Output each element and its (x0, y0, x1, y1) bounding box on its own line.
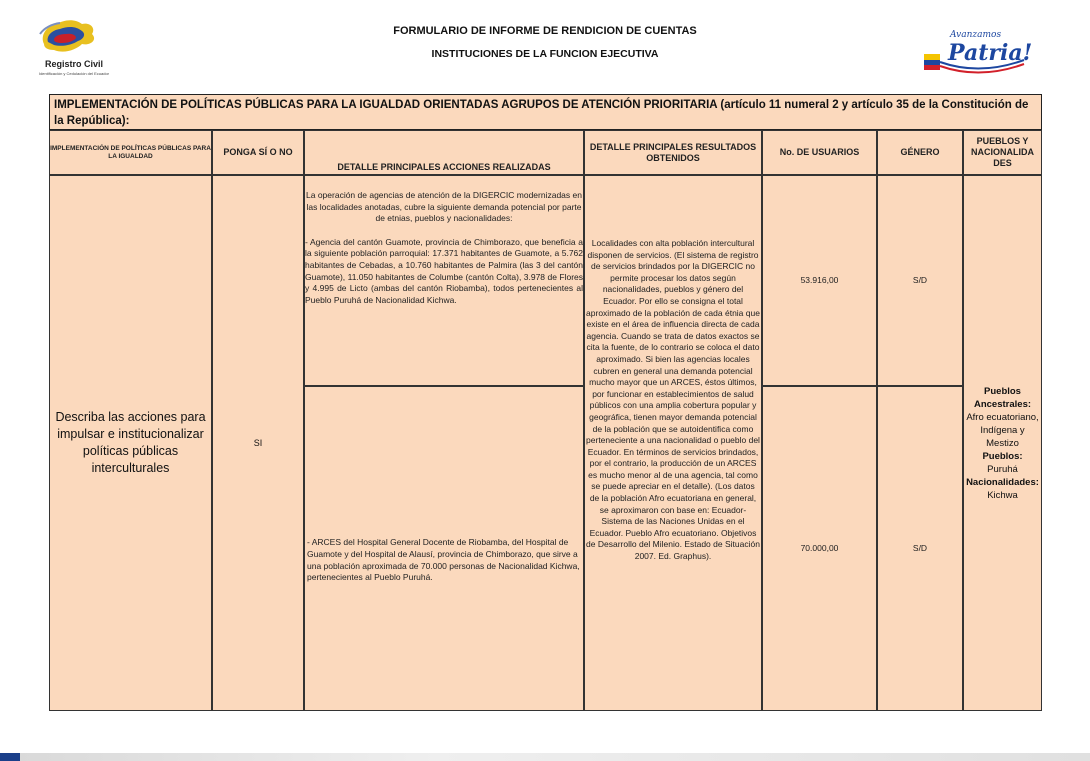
gender-cell-2 (877, 386, 963, 711)
avanzamos-text: Avanzamos (950, 30, 1002, 40)
action-1-intro: La operación de agencias de atención de la DIGERCIC modernizadas en las localidades anotadas, cubre la siguiente demanda potencial por parte de etnias, pueblos y nacionalidades: (306, 190, 582, 224)
patria-text: Patria! (948, 40, 1033, 66)
action-2-text: - ARCES del Hospital General Docente de Riobamba, del Hospital de Guamote y del Hospital de Alausí, provincia de Chimborazo, que sirve a una población aproximada de 70.000 personas de Nacionalidad Kichwa, pertenecientes al Pueblo Puruhá. (307, 537, 580, 583)
peoples-label-pueblos: Pueblos: (982, 450, 1023, 462)
answer-cell (212, 175, 304, 711)
registro-civil-name: Registro Civil (44, 59, 103, 69)
col-header-users: No. DE USUARIOS (762, 130, 877, 175)
avanzamos-patria-logo (920, 26, 1033, 84)
users-value-1: 53.916,00 (800, 274, 839, 285)
users-cell-2 (762, 386, 877, 711)
col-header-results: DETALLE PRINCIPALES RESULTADOS OBTENIDOS (584, 130, 762, 175)
peoples-cell (963, 175, 1042, 711)
answer-value: SI (253, 438, 263, 448)
footer-band (0, 753, 1090, 761)
policy-text: Describa las acciones para impulsar e institucionalizar políticas públicas interculturales (55, 410, 206, 475)
action-1-body: - Agencia del cantón Guamote, provincia de Chimborazo, que beneficia a la siguiente población parroquial: 17.371 habitantes de Guamote, a 5.762 habitantes de Cebadas, a 10.760 habitantes de Palmira (las 3 del cantón Guamote), 11.050 habitantes de Columbe (cantón Colta), 3.978 de Flores y 4.995 de Licto (ambas del cantón Riobamba), todos pertenecientes al Pueblo Puruhá de Nacionalidad Kichwa. (305, 236, 583, 305)
results-text: Localidades con alta población intercultural disponen de servicios. (El sistema de registro de servicios brindados por la DIGERCIC no permite procesar los datos según nacionalidades, pueblos y género del Ecuador. Por ello se consigna el total aproximado de la población de cada étnia que existe en el área de influencia directa de cada agencia. Cuando se trata de datos exactos se cita la fuente, de lo contrario se coloca el dato aproximado. Si bien las agencias locales cubren en general una demanda potencial mucho mayor que un ARCES, éstos últimos, por funcionar en establecimientos de salud públicos con una amplia cobertura popular y geográfica, tienen mayor demanda potencial de la población que se autoidentifica como perteneciente a una nacionalidad o pueblo del Ecuador. En términos de servicios brindados, por el contrario, la producción de un ARCES es mucho menor al de una agencia, tal como se puede apreciar en el detalle). (Los datos de la población Afro ecuatoriana en general, se aproximaron con base en: Ecuador-Sistema de las Naciones Unidas en el Ecuador. Pueblo Afro ecuatoriano. Objetivos de Desarrollo del Milenio. Estado de Situación 2007. Ed. Graphus). (586, 238, 760, 562)
gender-value-1: S/D (912, 274, 928, 285)
results-cell (584, 175, 762, 711)
users-value-2: 70.000,00 (800, 542, 839, 553)
peoples-value-pueblos: Puruhá (987, 463, 1018, 475)
policy-cell (49, 175, 212, 711)
form-subtitle: INSTITUCIONES DE LA FUNCION EJECUTIVA (431, 48, 659, 60)
peoples-label-nacionalidades: Nacionalidades: (966, 476, 1039, 488)
section-banner: IMPLEMENTACIÓN DE POLÍTICAS PÚBLICAS PARA LA IGUALDAD ORIENTADAS AGRUPOS DE ATENCIÓN PRIORITARIA (artículo 11 numeral 2 y artículo 35 de la Constitución de la República): (49, 94, 1042, 130)
col-header-policy: IMPLEMENTACIÓN DE POLÍTICAS PÚBLICAS PARA LA IGUALDAD (49, 130, 212, 175)
peoples-value-ancestral: Afro ecuatoriano, Indígena y Mestizo (966, 411, 1039, 449)
registro-civil-subtitle: Identificación y Cedulación del Ecuador (38, 71, 110, 76)
peoples-value-nacionalidades: Kichwa (987, 489, 1018, 501)
col-header-gender: GÉNERO (877, 130, 963, 175)
footer-accent (0, 753, 20, 761)
peoples-text (964, 385, 1041, 502)
peoples-label-ancestral: Pueblos Ancestrales: (973, 385, 1032, 410)
col-header-yes-no: PONGA SÍ O NO (212, 130, 304, 175)
col-header-peoples: PUEBLOS Y NACIONALIDA DES (963, 130, 1042, 175)
gender-cell-1 (877, 175, 963, 386)
gender-value-2: S/D (912, 542, 928, 553)
form-title: FORMULARIO DE INFORME DE RENDICION DE CUENTAS (393, 25, 697, 37)
col-header-actions: DETALLE PRINCIPALES ACCIONES REALIZADAS (304, 130, 584, 175)
action-cell-1 (304, 175, 584, 386)
users-cell-1 (762, 175, 877, 386)
action-cell-2 (304, 386, 584, 711)
